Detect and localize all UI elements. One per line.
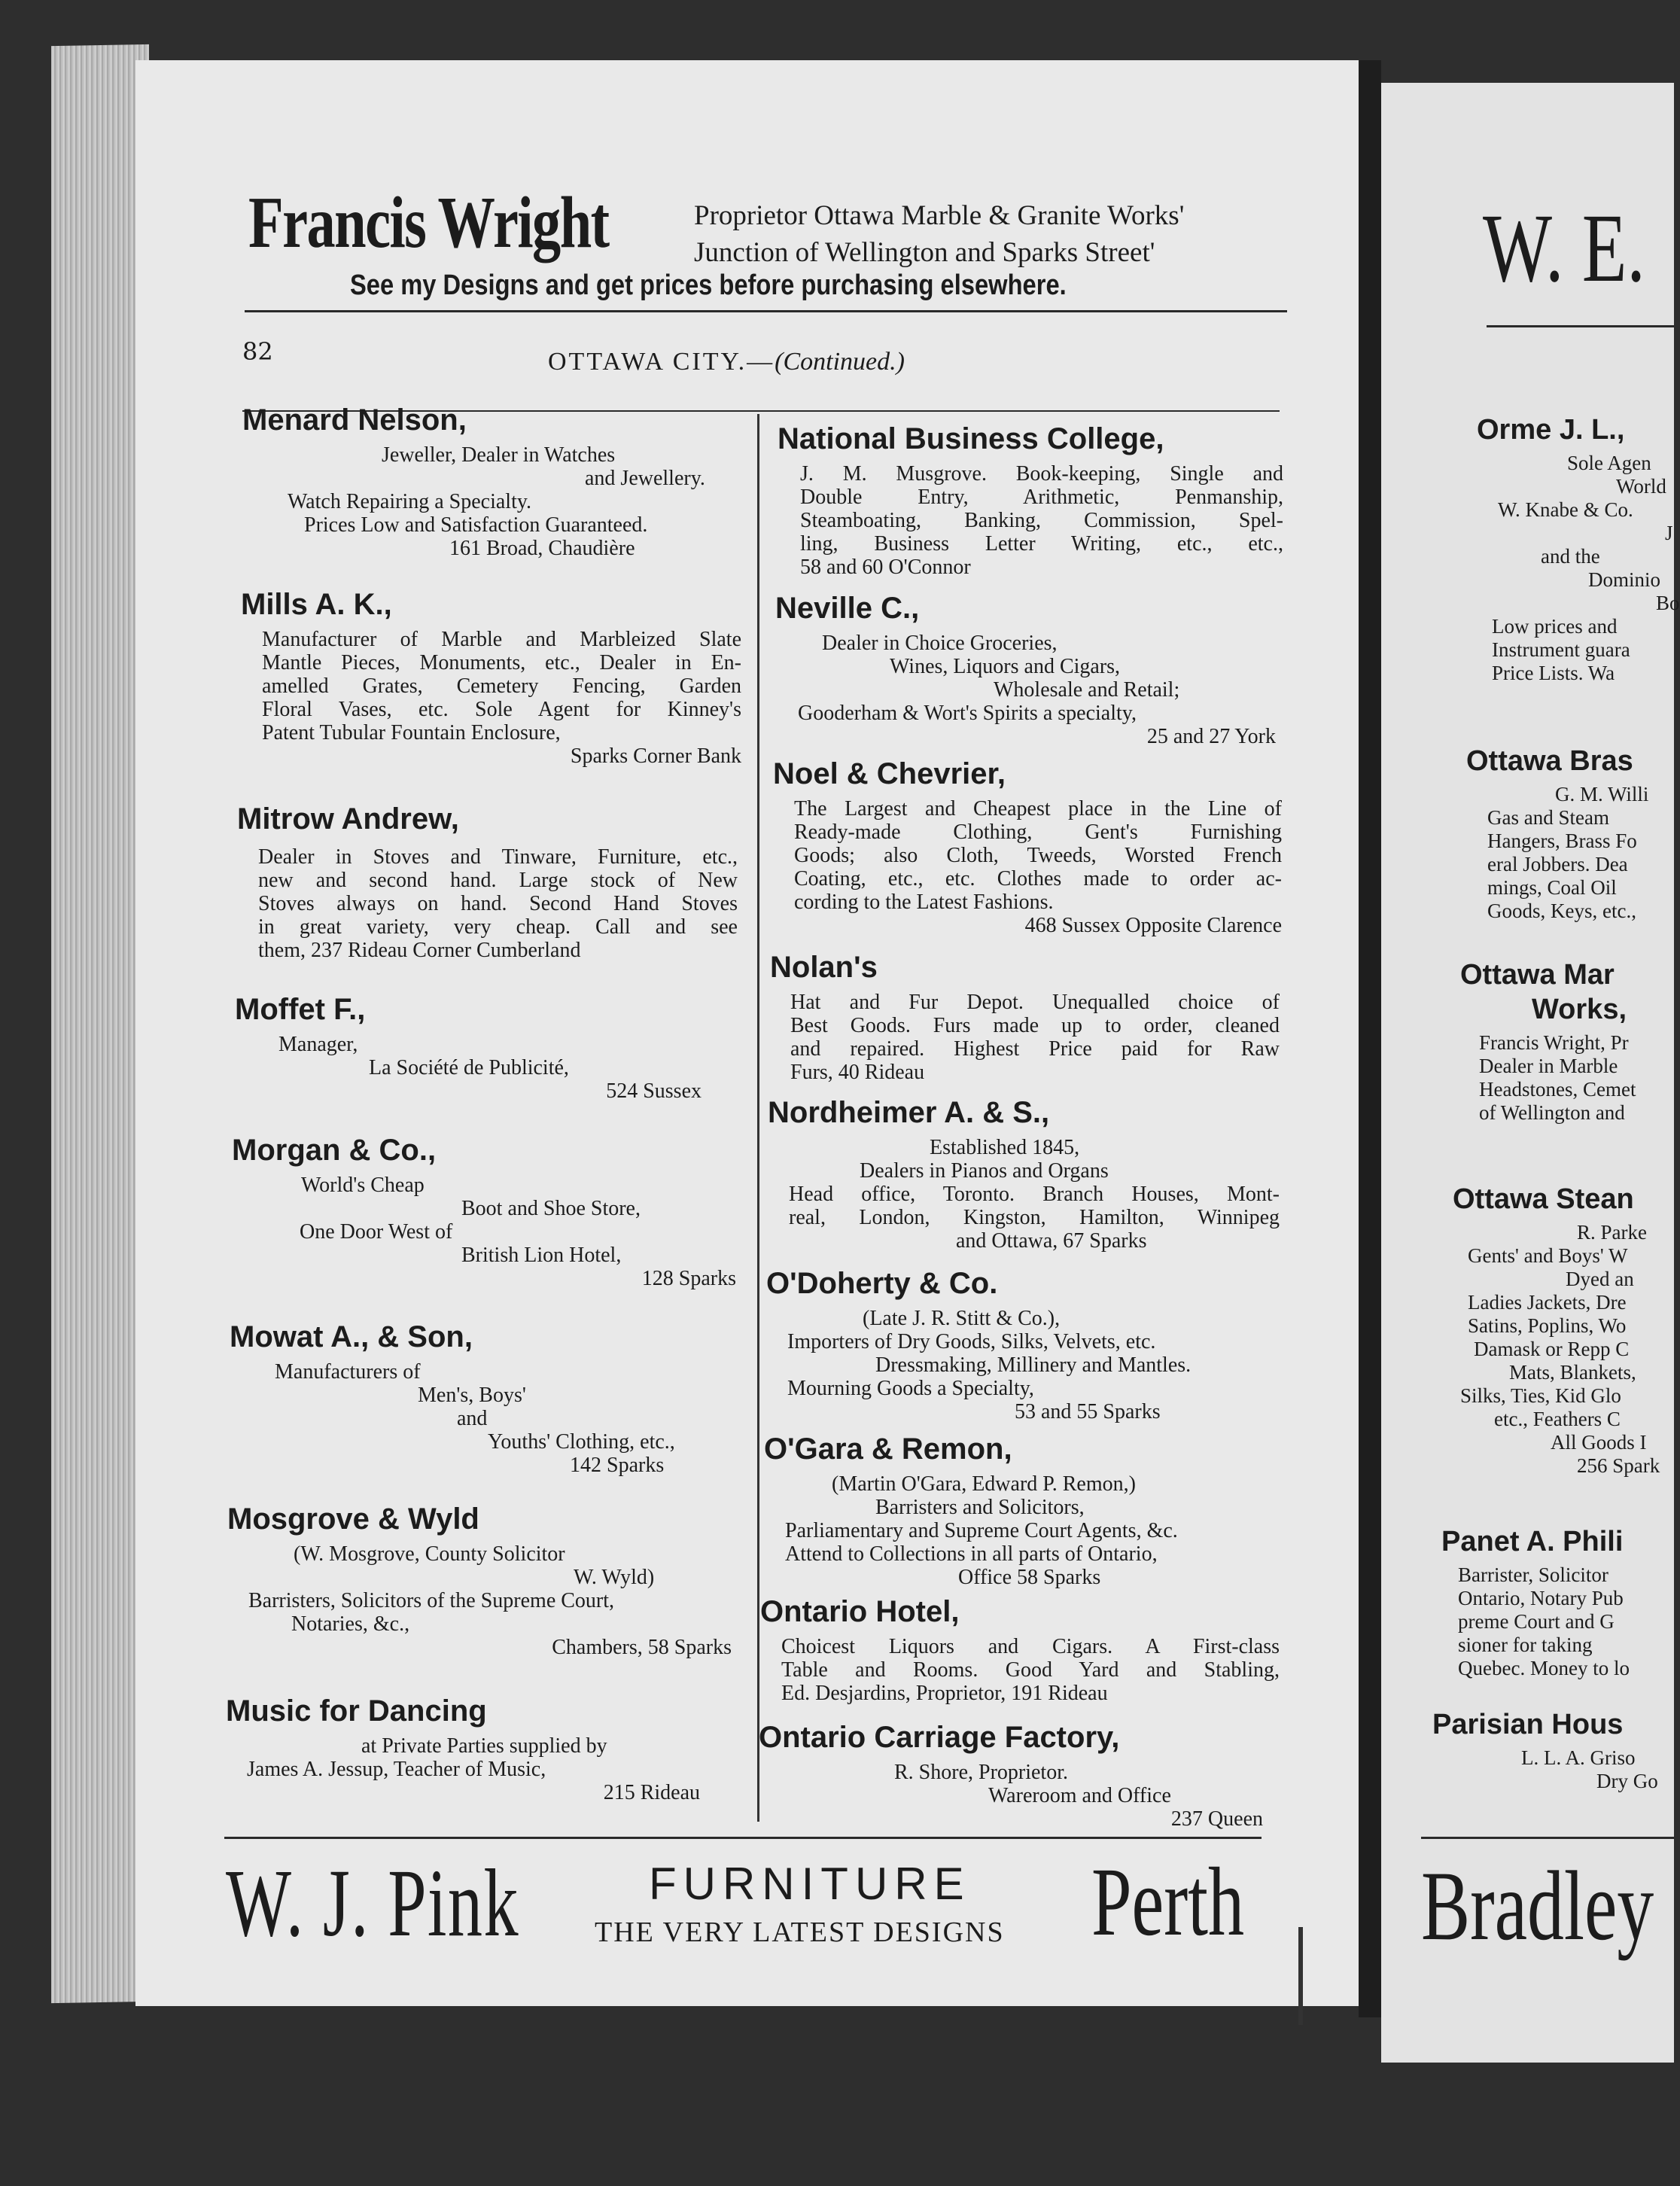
- entry-name: Moffet F.,: [235, 993, 366, 1026]
- entry-line: Instrument guara: [1492, 638, 1630, 661]
- entry-line: eral Jobbers. Dea: [1487, 853, 1628, 875]
- directory-entry: [768, 1095, 1280, 1253]
- entry-name-continued: Works,: [1532, 994, 1627, 1025]
- entry-line: Dressmaking, Millinery and Mantles.: [875, 1353, 1192, 1377]
- entry-line: Goods, Keys, etc.,: [1487, 900, 1636, 922]
- entry-line: W. Wyld): [574, 1566, 655, 1589]
- entry-line: Gooderham & Wort's Spirits a specialty,: [798, 702, 1137, 725]
- entry-line: Established 1845,: [930, 1136, 1080, 1159]
- entry-name: Menard Nelson,: [242, 403, 467, 437]
- directory-entry: [227, 1502, 732, 1659]
- entry-line: Ready-made Clothing, Gent's Furnishing: [794, 821, 1282, 844]
- directory-entry: [242, 403, 705, 560]
- entry-line: Quebec. Money to lo: [1458, 1657, 1630, 1679]
- right-page-entry: [1453, 1182, 1660, 1478]
- entry-line: Dealer in Stoves and Tinware, Furniture, etc.,: [258, 845, 738, 869]
- header-rule: [245, 310, 1287, 312]
- entry-line: 215 Rideau: [603, 1781, 700, 1804]
- right-page-entry: [1441, 1524, 1630, 1680]
- right-page-entry: [1466, 744, 1648, 923]
- entry-line: Wines, Liquors and Cigars,: [890, 655, 1121, 678]
- entry-line: Watch Repairing a Specialty.: [288, 490, 532, 513]
- entry-line: Ladies Jackets, Dre: [1468, 1291, 1627, 1314]
- entry-line: Chambers, 58 Sparks: [552, 1636, 732, 1659]
- running-head: [548, 348, 905, 376]
- entry-line: Table and Rooms. Good Yard and Stabling,: [781, 1658, 1280, 1682]
- entry-line: new and second hand. Large stock of New: [258, 869, 738, 892]
- entry-line: Boot and Shoe Store,: [461, 1197, 641, 1220]
- right-page-header-rule: [1487, 325, 1674, 327]
- footer-ad-town: Perth: [1091, 1848, 1245, 1956]
- entry-line: R. Parke: [1577, 1221, 1647, 1244]
- entry-line: Floral Vases, etc. Sole Agent for Kinney's: [262, 698, 741, 721]
- entry-line: Ontario, Notary Pub: [1458, 1587, 1624, 1609]
- entry-line: Barrister, Solicitor: [1458, 1563, 1608, 1586]
- entry-name: Mitrow Andrew,: [237, 802, 459, 836]
- entry-name: Music for Dancing: [226, 1694, 487, 1728]
- book-gutter: [1359, 60, 1381, 2017]
- entry-name: Morgan & Co.,: [232, 1134, 437, 1167]
- directory-entry: [778, 422, 1283, 579]
- entry-line: Stoves always on hand. Second Hand Stoves: [258, 892, 738, 915]
- entry-line: 128 Sparks: [641, 1267, 736, 1290]
- right-page-entry: [1477, 413, 1680, 685]
- header-ad-tagline: See my Designs and get prices before purchasing elsewhere.: [350, 269, 1067, 301]
- entry-line: 161 Broad, Chaudière: [449, 537, 635, 560]
- entry-line: of Wellington and: [1479, 1101, 1625, 1124]
- entry-line: Hat and Fur Depot. Unequalled choice of: [790, 991, 1280, 1014]
- directory-entry: [775, 591, 1276, 748]
- directory-entry: [235, 992, 702, 1103]
- entry-line: La Société de Publicité,: [369, 1056, 569, 1079]
- entry-line: L. L. A. Griso: [1521, 1746, 1636, 1769]
- entry-line: Francis Wright, Pr: [1479, 1031, 1629, 1054]
- entry-line: (Late J. R. Stitt & Co.),: [863, 1307, 1061, 1330]
- entry-line: Furs, 40 Rideau: [790, 1061, 925, 1084]
- entry-line: Head office, Toronto. Branch Houses, Mont-: [789, 1183, 1280, 1206]
- page-number: 82: [242, 337, 273, 366]
- entry-line: Parliamentary and Supreme Court Agents, &c.: [785, 1519, 1178, 1542]
- header-ad-name: Francis Wright: [248, 182, 609, 263]
- entry-line: and: [457, 1407, 488, 1430]
- footer-ad-name: W. J. Pink: [226, 1850, 519, 1956]
- entry-name: Neville C.,: [775, 592, 920, 625]
- entry-name: Nolan's: [770, 951, 878, 984]
- running-head-continued: (Continued.): [775, 348, 905, 376]
- entry-line: Dry Go: [1596, 1770, 1658, 1792]
- entry-line: Headstones, Cemet: [1479, 1078, 1636, 1101]
- entry-line: World: [1616, 475, 1666, 498]
- entry-line: Dealer in Choice Groceries,: [822, 632, 1058, 655]
- header-ad-line1: Proprietor Ottawa Marble & Granite Works': [694, 200, 1185, 231]
- entry-line: All Goods I: [1551, 1431, 1647, 1454]
- right-page-footer: Bradley: [1421, 1850, 1654, 1961]
- entry-line: 237 Queen: [1170, 1807, 1263, 1831]
- footer-ad-word: FURNITURE: [649, 1859, 971, 1909]
- entry-line: Choicest Liquors and Cigars. A First-class: [781, 1635, 1280, 1658]
- entry-line: Mats, Blankets,: [1509, 1361, 1636, 1384]
- entry-line: Wholesale and Retail;: [994, 678, 1180, 702]
- entry-line: Men's, Boys': [418, 1384, 526, 1407]
- entry-line: Youths' Clothing, etc.,: [488, 1430, 675, 1454]
- directory-entry: [766, 1266, 1278, 1423]
- entry-line: and the: [1541, 545, 1600, 568]
- running-head-title: OTTAWA CITY.—: [548, 348, 775, 376]
- entry-line: Low prices and: [1492, 615, 1618, 638]
- entry-line: Steamboating, Banking, Commission, Spel-: [800, 509, 1283, 532]
- entry-line: Coating, etc., etc. Clothes made to order ac-: [794, 867, 1282, 891]
- directory-entry: [226, 1694, 700, 1804]
- entry-line: Best Goods. Furs made up to order, cleaned: [790, 1014, 1280, 1037]
- entry-line: Attend to Collections in all parts of Ontario,: [785, 1542, 1158, 1566]
- entry-line: at Private Parties supplied by: [361, 1734, 607, 1758]
- entry-name: Noel & Chevrier,: [773, 757, 1006, 790]
- entry-line: Silks, Ties, Kid Glo: [1460, 1384, 1621, 1407]
- header-ad-line2: Junction of Wellington and Sparks Street': [694, 237, 1155, 268]
- entry-line: Office 58 Sparks: [958, 1566, 1101, 1589]
- entry-line: G. M. Willi: [1555, 783, 1649, 805]
- directory-entry: [230, 1320, 696, 1477]
- entry-line: amelled Grates, Cemetery Fencing, Garden: [262, 674, 741, 698]
- header-ad-details: [694, 197, 1184, 271]
- entry-name: Ottawa Mar: [1460, 959, 1615, 991]
- entry-line: (W. Mosgrove, County Solicitor: [294, 1542, 565, 1566]
- column-divider: [757, 414, 759, 1822]
- entry-line: and Ottawa, 67 Sparks: [956, 1229, 1147, 1253]
- entry-line: Barristers and Solicitors,: [875, 1496, 1085, 1519]
- entry-line: Dealers in Pianos and Organs: [860, 1159, 1109, 1183]
- entry-line: 468 Sussex Opposite Clarence: [1024, 914, 1282, 937]
- entry-name: O'Doherty & Co.: [766, 1267, 998, 1300]
- right-page-header: W. E.: [1483, 194, 1645, 303]
- right-page-footer-rule: [1421, 1837, 1674, 1839]
- entry-line: J. M. Musgrove. Book-keeping, Single and: [800, 462, 1283, 486]
- entry-name: Parisian Hous: [1432, 1709, 1624, 1740]
- entry-line: Notaries, &c.,: [291, 1612, 410, 1636]
- entry-line: Manufacturers of: [275, 1360, 421, 1384]
- entry-line: Ed. Desjardins, Proprietor, 191 Rideau: [781, 1682, 1108, 1705]
- entry-name: Mills A. K.,: [241, 588, 392, 621]
- entry-line: Jeweller, Dealer in Watches: [382, 443, 616, 467]
- entry-line: 53 and 55 Sparks: [1015, 1400, 1161, 1423]
- entry-line: Hangers, Brass Fo: [1487, 830, 1637, 852]
- entry-line: Gents' and Boys' W: [1468, 1244, 1628, 1267]
- entry-name: Ontario Carriage Factory,: [759, 1721, 1120, 1754]
- entry-line: 142 Sparks: [570, 1454, 665, 1477]
- entry-line: British Lion Hotel,: [461, 1244, 622, 1267]
- directory-entry: [232, 1133, 736, 1290]
- entry-name: Mosgrove & Wyld: [227, 1502, 479, 1536]
- right-page-entry: [1460, 958, 1636, 1125]
- entry-name: O'Gara & Remon,: [764, 1432, 1012, 1466]
- entry-name: Mowat A., & Son,: [230, 1320, 473, 1353]
- footer-ad-designs: THE VERY LATEST DESIGNS: [595, 1917, 1005, 1948]
- entry-line: One Door West of: [300, 1220, 453, 1244]
- entry-line: Barristers, Solicitors of the Supreme Court,: [248, 1589, 615, 1612]
- entry-line: Importers of Dry Goods, Silks, Velvets, etc.: [787, 1330, 1156, 1353]
- entry-line: World's Cheap: [301, 1174, 425, 1197]
- entry-line: 524 Sussex: [606, 1079, 702, 1103]
- entry-line: and repaired. Highest Price paid for Raw: [790, 1037, 1280, 1061]
- entry-line: Mantle Pieces, Monuments, etc., Dealer in En-: [262, 651, 741, 674]
- entry-line: Manager,: [278, 1033, 358, 1056]
- right-page-entry: [1432, 1707, 1658, 1793]
- directory-entry: [760, 1594, 1280, 1705]
- entry-line: Damask or Repp C: [1474, 1338, 1630, 1360]
- entry-line: 256 Spark: [1577, 1454, 1660, 1477]
- entry-line: and Jewellery.: [585, 467, 705, 490]
- entry-line: etc., Feathers C: [1494, 1408, 1621, 1430]
- entry-name: National Business College,: [778, 422, 1164, 455]
- entry-name: Ottawa Stean: [1453, 1183, 1634, 1215]
- entry-line: ling, Business Letter Writing, etc., etc.,: [800, 532, 1283, 556]
- entry-line: Mourning Goods a Specialty,: [787, 1377, 1034, 1400]
- entry-name: Nordheimer A. & S.,: [768, 1096, 1050, 1129]
- entry-line: Bo: [1656, 592, 1680, 614]
- entry-line: 25 and 27 York: [1146, 725, 1276, 748]
- footer-rule: [224, 1837, 1262, 1839]
- entry-line: Patent Tubular Fountain Enclosure,: [262, 721, 561, 744]
- directory-entry: [773, 757, 1282, 937]
- entry-line: Sparks Corner Bank: [570, 744, 741, 768]
- entry-line: Price Lists. Wa: [1492, 662, 1615, 684]
- entry-line: them, 237 Rideau Corner Cumberland: [258, 939, 581, 962]
- entry-line: The Largest and Cheapest place in the Line of: [794, 797, 1282, 821]
- entry-name: Panet A. Phili: [1441, 1526, 1624, 1557]
- entry-line: 58 and 60 O'Connor: [800, 556, 971, 579]
- directory-entry: [764, 1432, 1283, 1589]
- entry-line: (Martin O'Gara, Edward P. Remon,): [832, 1472, 1136, 1496]
- directory-entry: [770, 950, 1280, 1084]
- entry-line: in great variety, very cheap. Call and see: [258, 915, 738, 939]
- entry-line: Gas and Steam: [1487, 806, 1609, 829]
- entry-line: sioner for taking: [1458, 1633, 1593, 1656]
- entry-line: real, London, Kingston, Hamilton, Winnipeg: [789, 1206, 1280, 1229]
- entry-line: Wareroom and Office: [988, 1784, 1171, 1807]
- entry-line: James A. Jessup, Teacher of Music,: [247, 1758, 546, 1781]
- entry-name: Ontario Hotel,: [760, 1595, 960, 1628]
- entry-line: R. Shore, Proprietor.: [894, 1761, 1068, 1784]
- entry-line: Satins, Poplins, Wo: [1468, 1314, 1627, 1337]
- entry-line: Double Entry, Arithmetic, Penmanship,: [800, 486, 1283, 509]
- page-edges: [51, 44, 149, 2003]
- directory-entry: [241, 587, 741, 768]
- entry-line: Dyed an: [1566, 1268, 1634, 1290]
- page-crease: [1298, 1927, 1303, 2025]
- entry-line: J: [1665, 522, 1673, 544]
- entry-line: Dominio: [1588, 568, 1661, 591]
- entry-line: Prices Low and Satisfaction Guaranteed.: [304, 513, 648, 537]
- entry-line: preme Court and G: [1458, 1610, 1615, 1633]
- entry-line: W. Knabe & Co.: [1498, 498, 1633, 521]
- directory-entry: [237, 802, 738, 962]
- entry-line: cording to the Latest Fashions.: [794, 891, 1054, 914]
- entry-line: Goods; also Cloth, Tweeds, Worsted French: [794, 844, 1282, 867]
- entry-name: Orme J. L.,: [1477, 414, 1625, 446]
- directory-entry: [759, 1720, 1263, 1831]
- entry-line: Manufacturer of Marble and Marbleized Slate: [262, 628, 741, 651]
- entry-line: Sole Agen: [1567, 452, 1651, 474]
- entry-line: mings, Coal Oil: [1487, 876, 1617, 899]
- entry-name: Ottawa Bras: [1466, 745, 1633, 777]
- entry-line: Dealer in Marble: [1479, 1055, 1618, 1077]
